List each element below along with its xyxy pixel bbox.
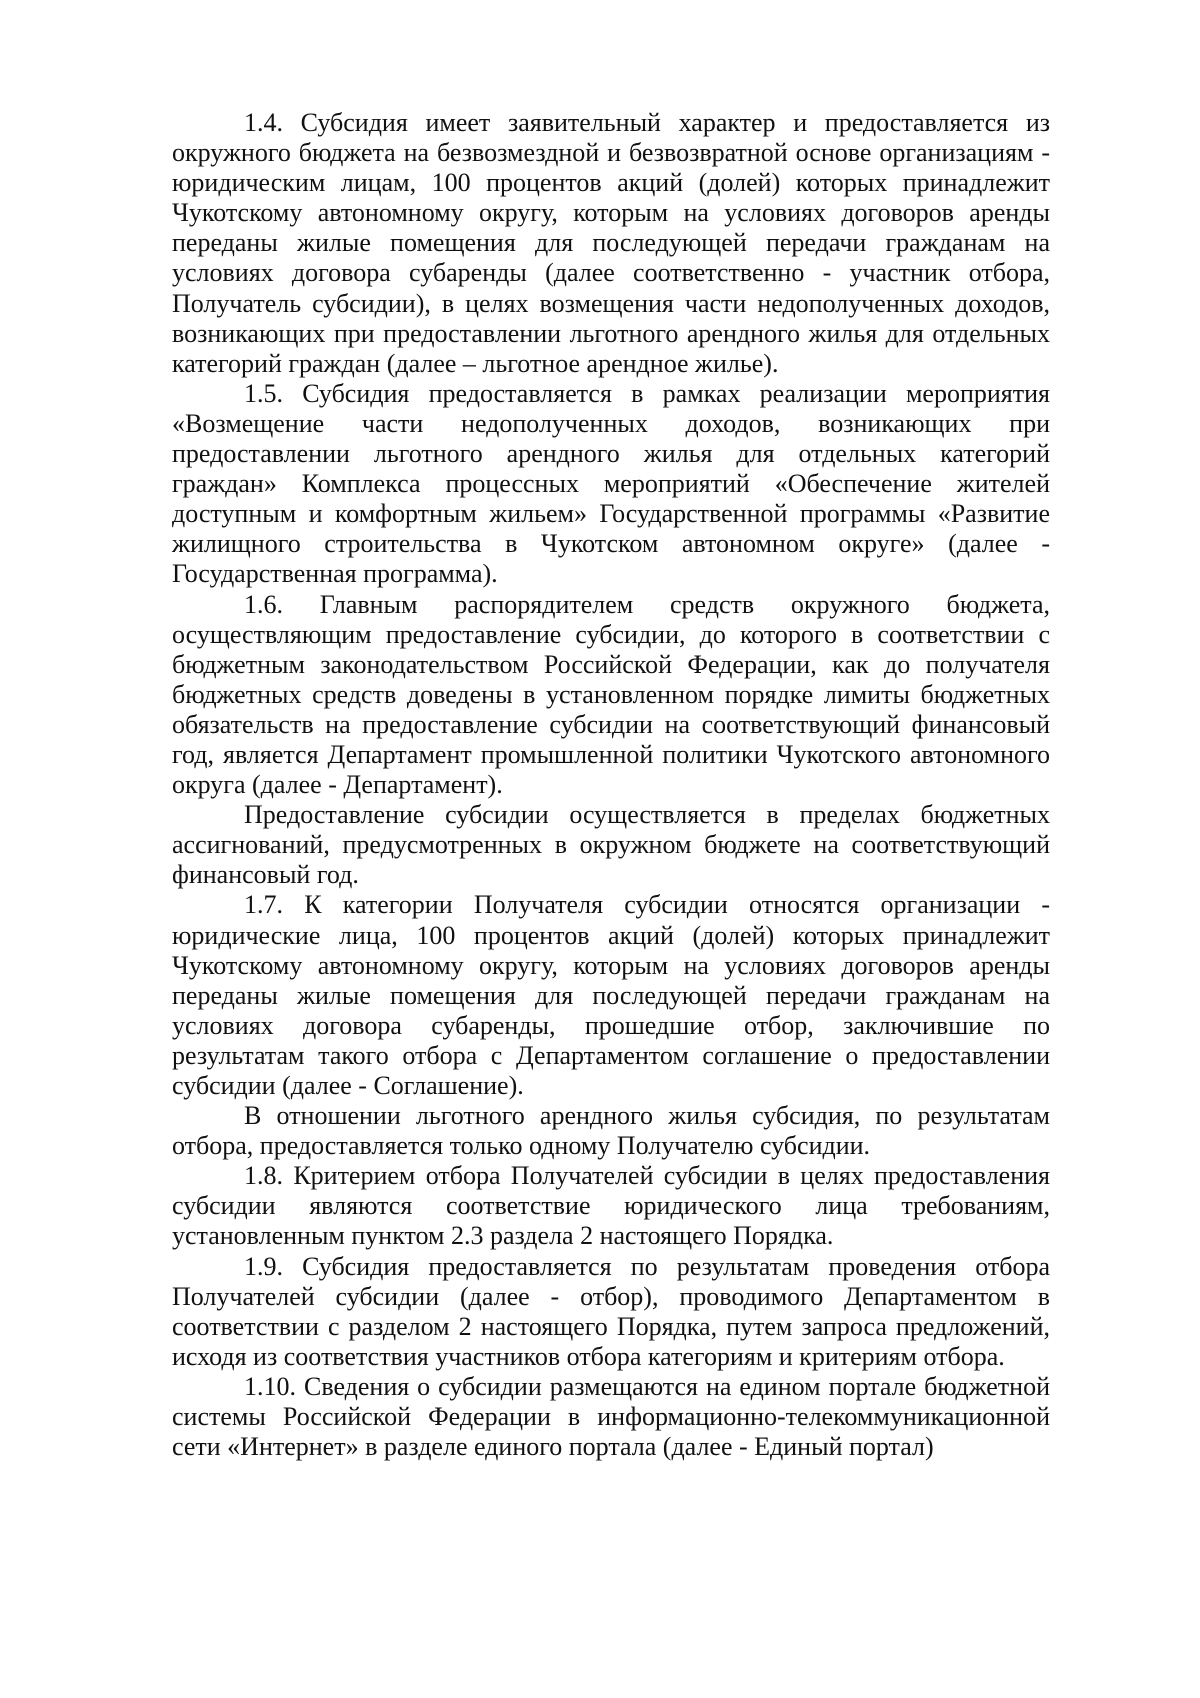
paragraph-1-4: 1.4. Субсидия имеет заявительный характер и предоставляется из окружного бюджета на безвозмездной и безвозвратной основе организациям - юридическим лицам, 100 процентов акций (долей) которых принадлежит Чукотскому автономному округу, которым на условиях договоров аренды переданы жилые помещения для последующей передачи гражданам на условиях договора субаренды (далее соответственно - участник отбора, Получатель субсидии), в целях возмещения части недополученных доходов, возникающих при предоставлении льготного арендного жилья для отдельных категорий граждан (далее – льготное арендное жилье). bbox=[172, 108, 1050, 378]
paragraph-1-10: 1.10. Сведения о субсидии размещаются на едином портале бюджетной системы Российской Федерации в информационно-телекоммуникационной сети «Интернет» в разделе единого портала (далее - Единый портал) bbox=[172, 1371, 1050, 1462]
paragraph-1-7: 1.7. К категории Получателя субсидии относятся организации - юридические лица, 100 процентов акций (долей) которых принадлежит Чукотскому автономному округу, которым на условиях договоров аренды переданы жилые помещения для последующей передачи гражданам на условиях договора субаренды, прошедшие отбор, заключившие по результатам такого отбора с Департаментом соглашение о предоставлении субсидии (далее - Соглашение). bbox=[172, 890, 1050, 1100]
paragraph-1-9: 1.9. Субсидия предоставляется по результатам проведения отбора Получателей субсидии (далее - отбор), проводимого Департаментом в соответствии с разделом 2 настоящего Порядка, путем запроса предложений, исходя из соответствия участников отбора категориям и критериям отбора. bbox=[172, 1251, 1050, 1371]
paragraph-1-6: 1.6. Главным распорядителем средств окружного бюджета, осуществляющим предоставление субсидии, до которого в соответствии с бюджетным законодательством Российской Федерации, как до получателя бюджетных средств доведены в установленном порядке лимиты бюджетных обязательств на предоставление субсидии на соответствующий финансовый год, является Департамент промышленной политики Чукотского автономного округа (далее - Департамент). bbox=[172, 589, 1050, 800]
paragraph-budget-allocations: Предоставление субсидии осуществляется в пределах бюджетных ассигнований, предусмотренных в окружном бюджете на соответствующий финансовый год. bbox=[172, 800, 1050, 890]
paragraph-1-5: 1.5. Субсидия предоставляется в рамках реализации мероприятия «Возмещение части недополученных доходов, возникающих при предоставлении льготного арендного жилья для отдельных категорий граждан» Комплекса процессных мероприятий «Обеспечение жителей доступным и комфортным жильем» Государственной программы «Развитие жилищного строительства в Чукотском автономном округе» (далее - Государственная программа). bbox=[172, 378, 1050, 589]
paragraph-1-8: 1.8. Критерием отбора Получателей субсидии в целях предоставления субсидии являются соответствие юридического лица требованиям, установленным пунктом 2.3 раздела 2 настоящего Порядка. bbox=[172, 1161, 1050, 1251]
document-page bbox=[172, 108, 1050, 1462]
paragraph-single-recipient: В отношении льготного арендного жилья субсидия, по результатам отбора, предоставляется только одному Получателю субсидии. bbox=[172, 1101, 1050, 1161]
